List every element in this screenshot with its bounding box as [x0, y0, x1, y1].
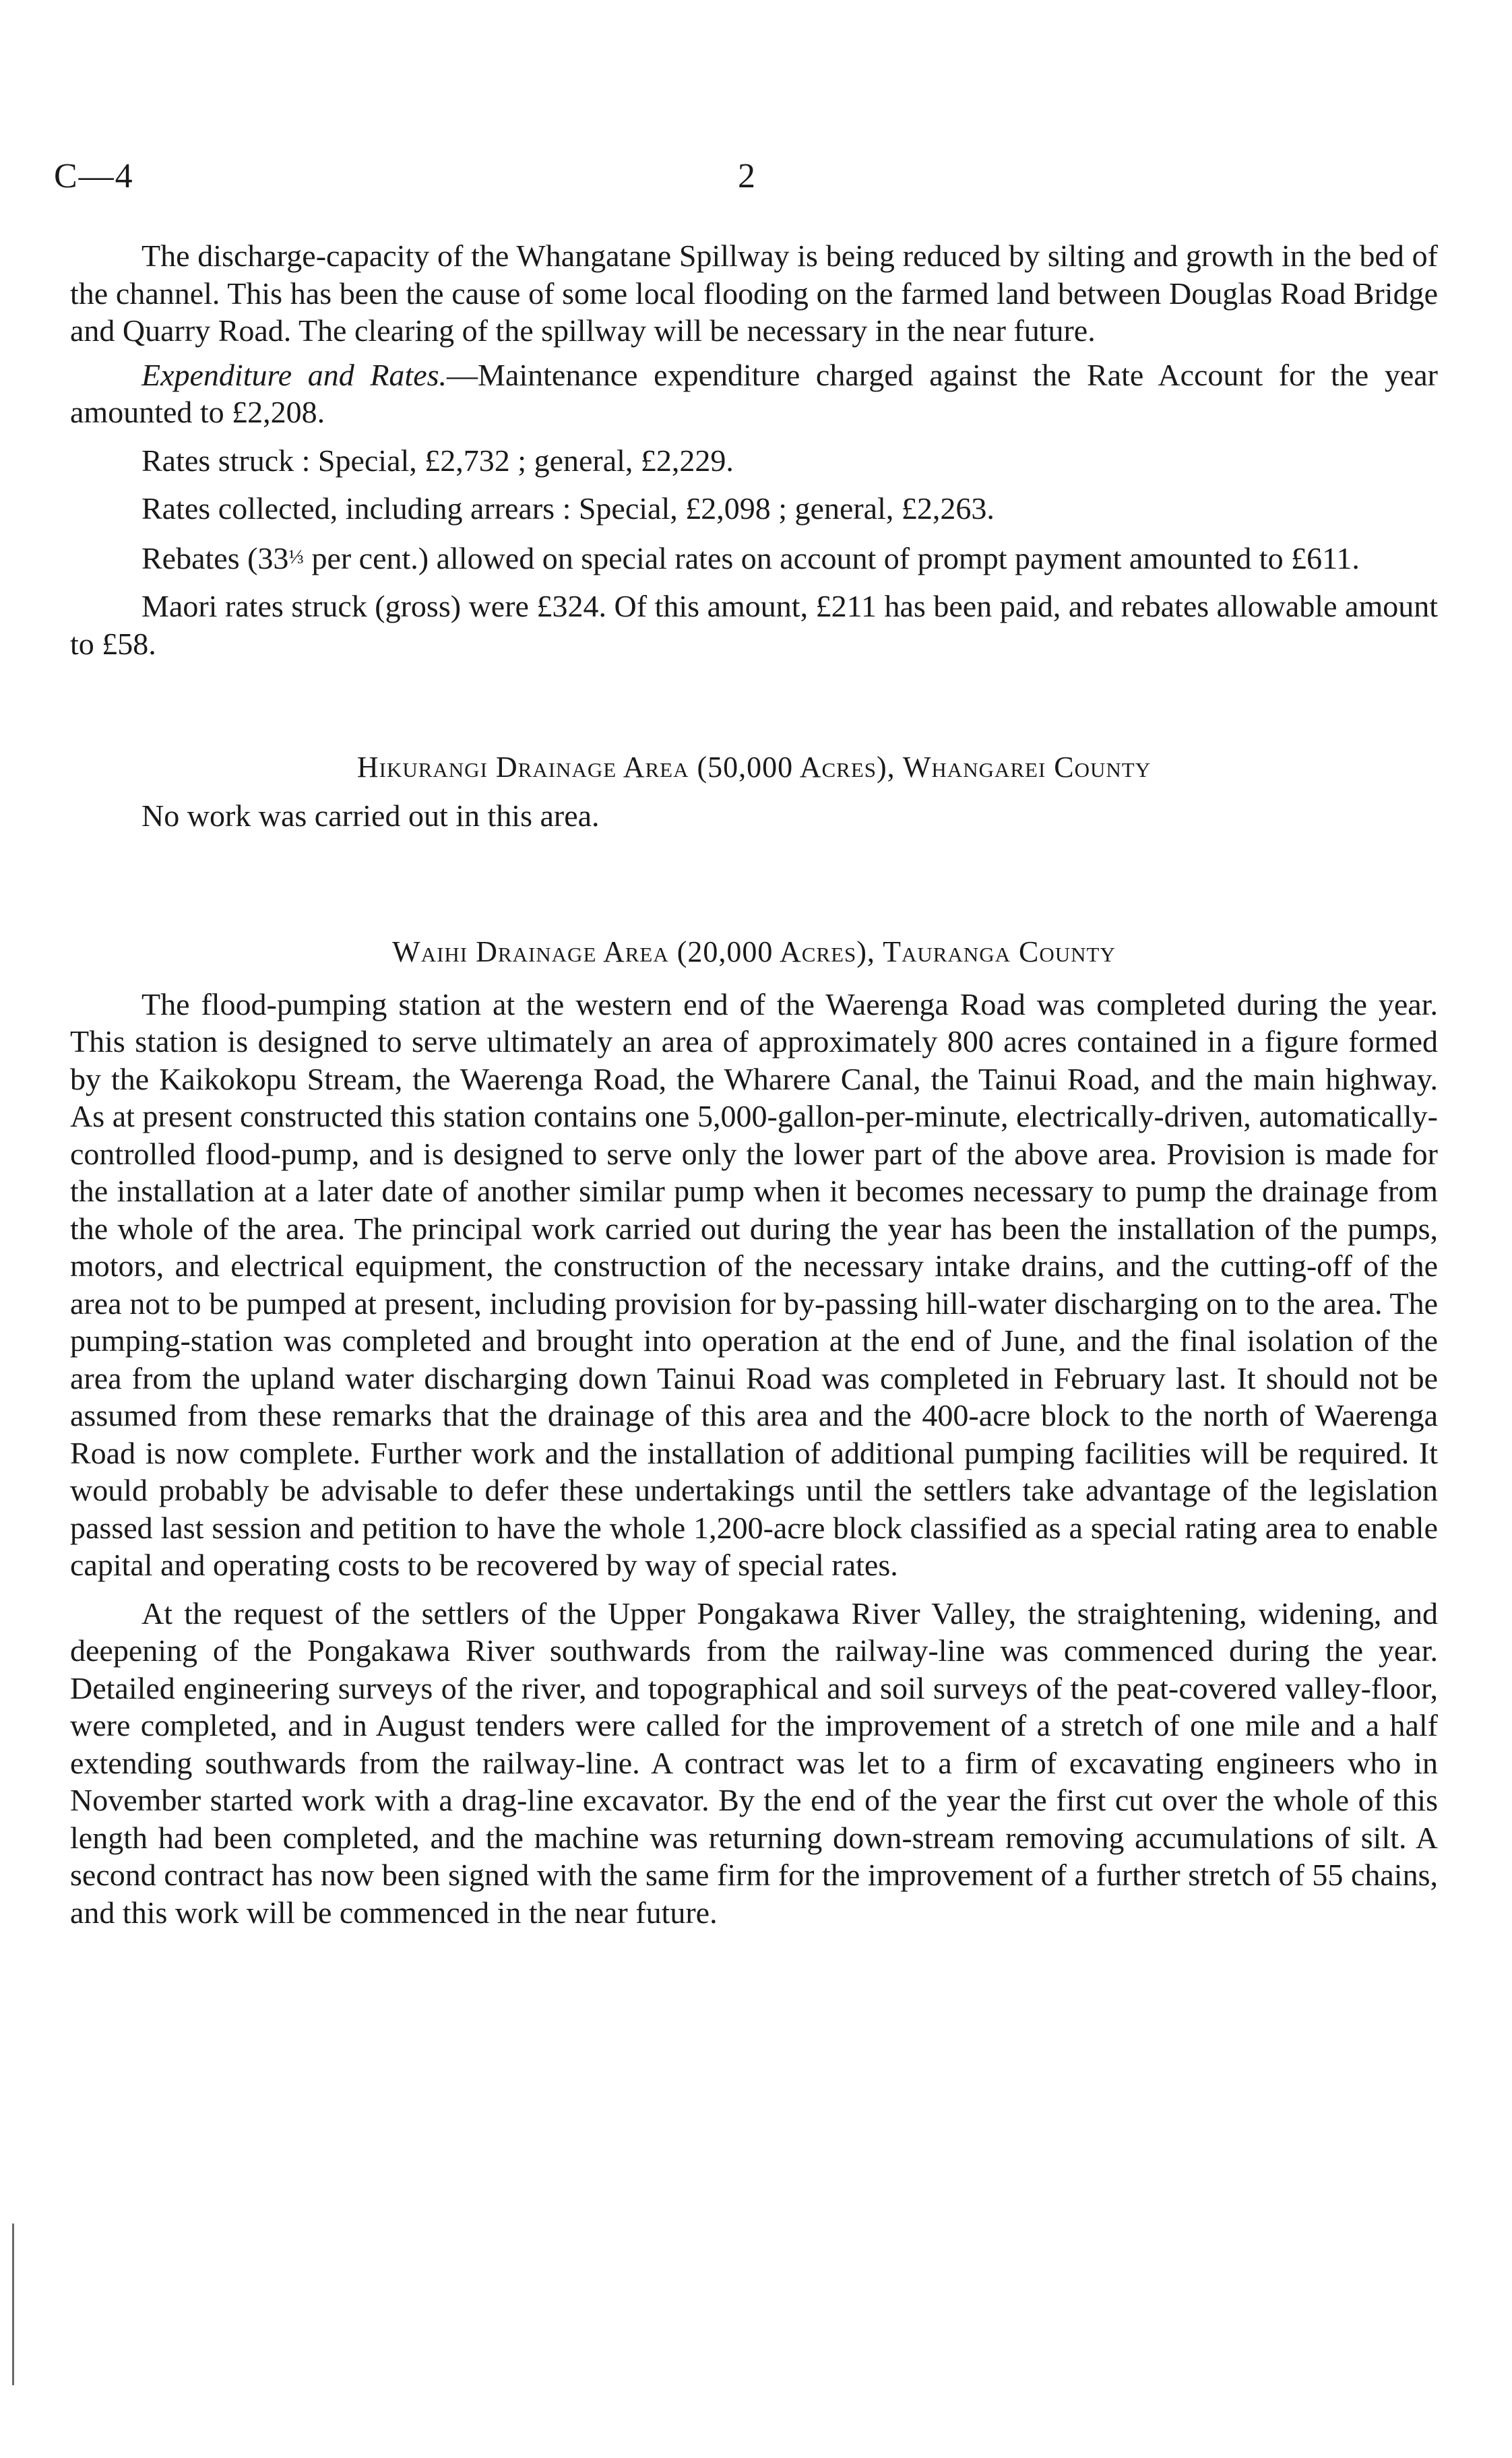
page-header [54, 156, 1442, 210]
rebates-fraction: ⅓ [288, 545, 304, 568]
paragraph-pongakawa-river: At the request of the settlers of the Upper Pongakawa River Valley, the straightening, widening, and deepening of the Pongakawa River southwards from the railway-line was commenced during the year. Detailed engineering surveys of the river, and topographical and soil surveys of the peat-covered valley-floor, were completed, and in August tenders were called for the improvement of a stretch of one mile and a half extending southwards from the railway-line. A contract was let to a firm of excavating engineers who in November started work with a drag-line excavator. By the end of the year the first cut over the whole of this length had been completed, and the machine was returning down-stream removing accumulations of silt. A second contract has now been signed with the same firm for the improvement of a further stretch of 55 chains, and this work will be commenced in the near future. [70, 1596, 1438, 1930]
paragraph-spillway: The discharge-capacity of the Whangatane Spillway is being reduced by silting and growth in the bed of the channel. This has been the cause of some local flooding on the farmed land between Douglas Road Bridge and Quarry Road. The clearing of the spillway will be necessary in the near future. [70, 239, 1438, 348]
paragraph-rates-struck: Rates struck : Special, £2,732 ; general, £2,229. [141, 443, 734, 478]
paragraph-rebates [70, 538, 1438, 577]
paragraph-hikurangi: No work was carried out in this area. [141, 798, 600, 833]
paragraph-waihi-pumping-station: The flood-pumping station at the western end of the Waerenga Road was completed during the year. This station is designed to serve ultimately an area of approximately 800 acres contained in a figure formed by the Kaikokopu Stream, the Waerenga Road, the Wharere Canal, the Tainui Road, and the main highway. As at present constructed this station contains one 5,000-gallon-per-minute, electrically-driven, automatically-controlled flood-pump, and is designed to serve only the lower part of the above area. Provision is made for the installation at a later date of another similar pump when it becomes necessary to pump the drainage from the whole of the area. The principal work carried out during the year has been the installation of the pumps, motors, and electrical equipment, the construction of the necessary intake drains, and the cutting-off of the area not to be pumped at present, including provision for by-passing hill-water discharging on to the area. The pumping-station was completed and brought into operation at the end of June, and the final isolation of the area from the upland water discharging down Tainui Road was completed in February last. It should not be assumed from these remarks that the drainage of this area and the 400-acre block to the north of Waerenga Road is now complete. Further work and the installation of additional pumping facilities will be required. It would probably be advisable to defer these undertakings until the settlers take advantage of the legislation passed last session and petition to have the whole 1,200-acre block classified as a special rating area to enable capital and operating costs to be recovered by way of special rates. [70, 986, 1438, 1582]
page-number: 2 [738, 157, 755, 195]
paragraph-rates-collected: Rates collected, including arrears : Special, £2,098 ; general, £2,263. [141, 491, 995, 526]
expenditure-text: —Maintenance expenditure charged against the Rate Account for the year amounted to £2,208. [70, 357, 1438, 429]
rebates-text-start: Rebates (33 [141, 540, 289, 575]
document-reference: C—4 [54, 157, 134, 195]
paragraph-expenditure [70, 356, 1438, 431]
section-heading-waihi: Waihi Drainage Area (20,000 Acres), Tauranga County [392, 935, 1116, 968]
expenditure-label: Expenditure and Rates. [141, 357, 447, 392]
scan-margin-line [12, 2224, 14, 2385]
paragraph-maori-rates: Maori rates struck (gross) were £324. Of this amount, £211 has been paid, and rebates allowable amount to £58. [70, 589, 1438, 661]
section-heading-hikurangi: Hikurangi Drainage Area (50,000 Acres), Whangarei County [356, 751, 1152, 784]
body-text [70, 237, 1438, 1931]
rebates-text-end: per cent.) allowed on special rates on account of prompt payment amounted to £611. [303, 540, 1360, 575]
